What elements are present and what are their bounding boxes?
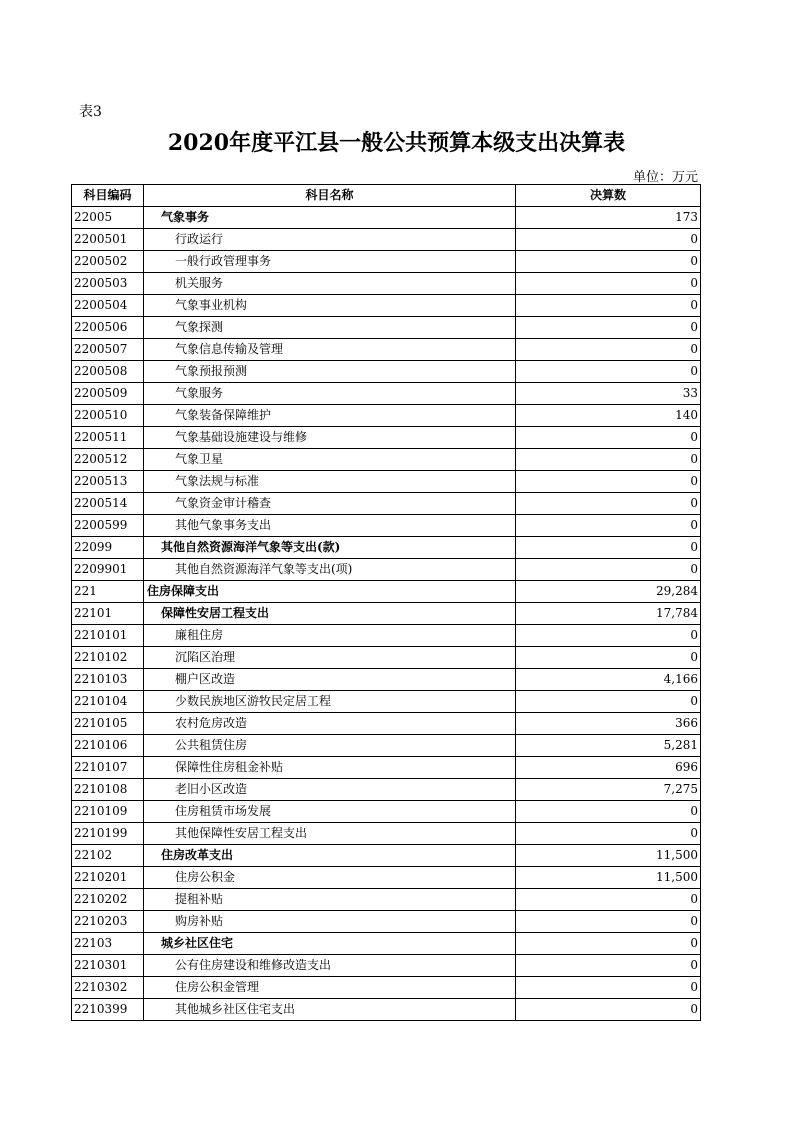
row-amount: 0 xyxy=(516,889,701,911)
table-row xyxy=(72,273,701,295)
row-name: 保障性住房租金补贴 xyxy=(144,757,516,779)
row-code: 2200510 xyxy=(72,405,144,427)
table-row xyxy=(72,449,701,471)
row-amount: 0 xyxy=(516,977,701,999)
row-amount: 0 xyxy=(516,911,701,933)
row-code: 2210109 xyxy=(72,801,144,823)
row-amount: 5,281 xyxy=(516,735,701,757)
table-row xyxy=(72,669,701,691)
row-code: 2210103 xyxy=(72,669,144,691)
row-amount: 0 xyxy=(516,933,701,955)
table-row xyxy=(72,735,701,757)
row-name: 住房公积金管理 xyxy=(144,977,516,999)
row-code: 2200599 xyxy=(72,515,144,537)
row-name: 气象卫星 xyxy=(144,449,516,471)
row-code: 2209901 xyxy=(72,559,144,581)
row-amount: 0 xyxy=(516,625,701,647)
row-code: 22103 xyxy=(72,933,144,955)
row-name: 气象法规与标准 xyxy=(144,471,516,493)
table-row xyxy=(72,867,701,889)
row-name: 购房补贴 xyxy=(144,911,516,933)
row-amount: 0 xyxy=(516,427,701,449)
row-code: 2200507 xyxy=(72,339,144,361)
row-amount: 0 xyxy=(516,273,701,295)
row-name: 廉租住房 xyxy=(144,625,516,647)
row-amount: 11,500 xyxy=(516,867,701,889)
row-code: 2200504 xyxy=(72,295,144,317)
table-row xyxy=(72,889,701,911)
row-amount: 0 xyxy=(516,251,701,273)
row-name: 一般行政管理事务 xyxy=(144,251,516,273)
row-code: 2210107 xyxy=(72,757,144,779)
row-amount: 0 xyxy=(516,317,701,339)
row-amount: 0 xyxy=(516,823,701,845)
row-amount: 0 xyxy=(516,647,701,669)
row-amount: 366 xyxy=(516,713,701,735)
row-code: 22102 xyxy=(72,845,144,867)
table-row xyxy=(72,317,701,339)
row-name: 气象事务 xyxy=(144,207,516,229)
row-name: 气象探测 xyxy=(144,317,516,339)
row-amount: 33 xyxy=(516,383,701,405)
row-name: 其他城乡社区住宅支出 xyxy=(144,999,516,1021)
row-amount: 11,500 xyxy=(516,845,701,867)
table-row xyxy=(72,647,701,669)
row-amount: 0 xyxy=(516,801,701,823)
row-amount: 696 xyxy=(516,757,701,779)
row-name: 保障性安居工程支出 xyxy=(144,603,516,625)
table-row xyxy=(72,537,701,559)
row-code: 2200514 xyxy=(72,493,144,515)
table-number-label: 表3 xyxy=(79,104,102,120)
row-name: 机关服务 xyxy=(144,273,516,295)
table-row xyxy=(72,383,701,405)
row-name: 少数民族地区游牧民定居工程 xyxy=(144,691,516,713)
table-row xyxy=(72,405,701,427)
table-row xyxy=(72,713,701,735)
table-row xyxy=(72,207,701,229)
row-name: 棚户区改造 xyxy=(144,669,516,691)
row-amount: 29,284 xyxy=(516,581,701,603)
row-amount: 0 xyxy=(516,691,701,713)
table-row xyxy=(72,845,701,867)
table-row xyxy=(72,999,701,1021)
row-code: 2210301 xyxy=(72,955,144,977)
table-row xyxy=(72,691,701,713)
row-code: 2200502 xyxy=(72,251,144,273)
table-row xyxy=(72,779,701,801)
row-amount: 0 xyxy=(516,537,701,559)
row-name: 其他自然资源海洋气象等支出(项) xyxy=(144,559,516,581)
row-code: 2200508 xyxy=(72,361,144,383)
row-name: 住房保障支出 xyxy=(144,581,516,603)
row-amount: 0 xyxy=(516,955,701,977)
row-code: 2210199 xyxy=(72,823,144,845)
row-name: 其他保障性安居工程支出 xyxy=(144,823,516,845)
unit-label: 单位：万元 xyxy=(632,170,698,185)
row-name: 公共租赁住房 xyxy=(144,735,516,757)
row-code: 2210102 xyxy=(72,647,144,669)
row-code: 2210203 xyxy=(72,911,144,933)
table-row xyxy=(72,427,701,449)
table-row xyxy=(72,757,701,779)
row-name: 气象事业机构 xyxy=(144,295,516,317)
row-name: 提租补贴 xyxy=(144,889,516,911)
row-code: 2210302 xyxy=(72,977,144,999)
table-row xyxy=(72,911,701,933)
row-amount: 0 xyxy=(516,229,701,251)
row-amount: 0 xyxy=(516,493,701,515)
table-row xyxy=(72,295,701,317)
row-name: 沉陷区治理 xyxy=(144,647,516,669)
row-code: 2200509 xyxy=(72,383,144,405)
row-name: 农村危房改造 xyxy=(144,713,516,735)
row-code: 2200506 xyxy=(72,317,144,339)
row-code: 22101 xyxy=(72,603,144,625)
row-amount: 0 xyxy=(516,471,701,493)
row-code: 2210101 xyxy=(72,625,144,647)
table-row xyxy=(72,581,701,603)
table-row xyxy=(72,823,701,845)
row-name: 气象装备保障维护 xyxy=(144,405,516,427)
row-code: 2210399 xyxy=(72,999,144,1021)
row-code: 2200511 xyxy=(72,427,144,449)
page-title: 2020年度平江县一般公共预算本级支出决算表 xyxy=(167,130,626,156)
row-amount: 0 xyxy=(516,295,701,317)
row-amount: 4,166 xyxy=(516,669,701,691)
row-code: 2210202 xyxy=(72,889,144,911)
row-name: 其他气象事务支出 xyxy=(144,515,516,537)
table-row xyxy=(72,515,701,537)
row-name: 公有住房建设和维修改造支出 xyxy=(144,955,516,977)
table-row xyxy=(72,977,701,999)
row-code: 2200512 xyxy=(72,449,144,471)
row-code: 22005 xyxy=(72,207,144,229)
row-code: 2210105 xyxy=(72,713,144,735)
row-name: 老旧小区改造 xyxy=(144,779,516,801)
row-amount: 0 xyxy=(516,559,701,581)
row-name: 行政运行 xyxy=(144,229,516,251)
row-name: 气象资金审计稽查 xyxy=(144,493,516,515)
row-name: 住房租赁市场发展 xyxy=(144,801,516,823)
row-code: 2210106 xyxy=(72,735,144,757)
row-name: 其他自然资源海洋气象等支出(款) xyxy=(144,537,516,559)
row-amount: 0 xyxy=(516,999,701,1021)
table-row xyxy=(72,493,701,515)
table-row xyxy=(72,603,701,625)
table-row xyxy=(72,559,701,581)
row-name: 住房公积金 xyxy=(144,867,516,889)
header-code: 科目编码 xyxy=(72,185,144,207)
row-amount: 0 xyxy=(516,361,701,383)
table-row xyxy=(72,229,701,251)
row-amount: 0 xyxy=(516,339,701,361)
header-amount: 决算数 xyxy=(516,185,701,207)
row-amount: 7,275 xyxy=(516,779,701,801)
table-body xyxy=(72,207,701,1021)
row-amount: 0 xyxy=(516,449,701,471)
row-name: 住房改革支出 xyxy=(144,845,516,867)
row-name: 气象信息传输及管理 xyxy=(144,339,516,361)
row-code: 2210108 xyxy=(72,779,144,801)
budget-table xyxy=(71,184,701,1021)
row-code: 2200501 xyxy=(72,229,144,251)
row-code: 2210201 xyxy=(72,867,144,889)
table-row xyxy=(72,801,701,823)
row-code: 2210104 xyxy=(72,691,144,713)
row-name: 城乡社区住宅 xyxy=(144,933,516,955)
row-amount: 0 xyxy=(516,515,701,537)
row-name: 气象服务 xyxy=(144,383,516,405)
table-row xyxy=(72,361,701,383)
table-row xyxy=(72,471,701,493)
row-amount: 173 xyxy=(516,207,701,229)
row-amount: 140 xyxy=(516,405,701,427)
row-code: 2200503 xyxy=(72,273,144,295)
table-row xyxy=(72,251,701,273)
row-name: 气象基础设施建设与维修 xyxy=(144,427,516,449)
row-name: 气象预报预测 xyxy=(144,361,516,383)
table-row xyxy=(72,339,701,361)
header-name: 科目名称 xyxy=(144,185,516,207)
table-row xyxy=(72,933,701,955)
table-row xyxy=(72,955,701,977)
table-row xyxy=(72,625,701,647)
header-row xyxy=(72,185,701,207)
row-code: 22099 xyxy=(72,537,144,559)
row-code: 2200513 xyxy=(72,471,144,493)
row-amount: 17,784 xyxy=(516,603,701,625)
row-code: 221 xyxy=(72,581,144,603)
